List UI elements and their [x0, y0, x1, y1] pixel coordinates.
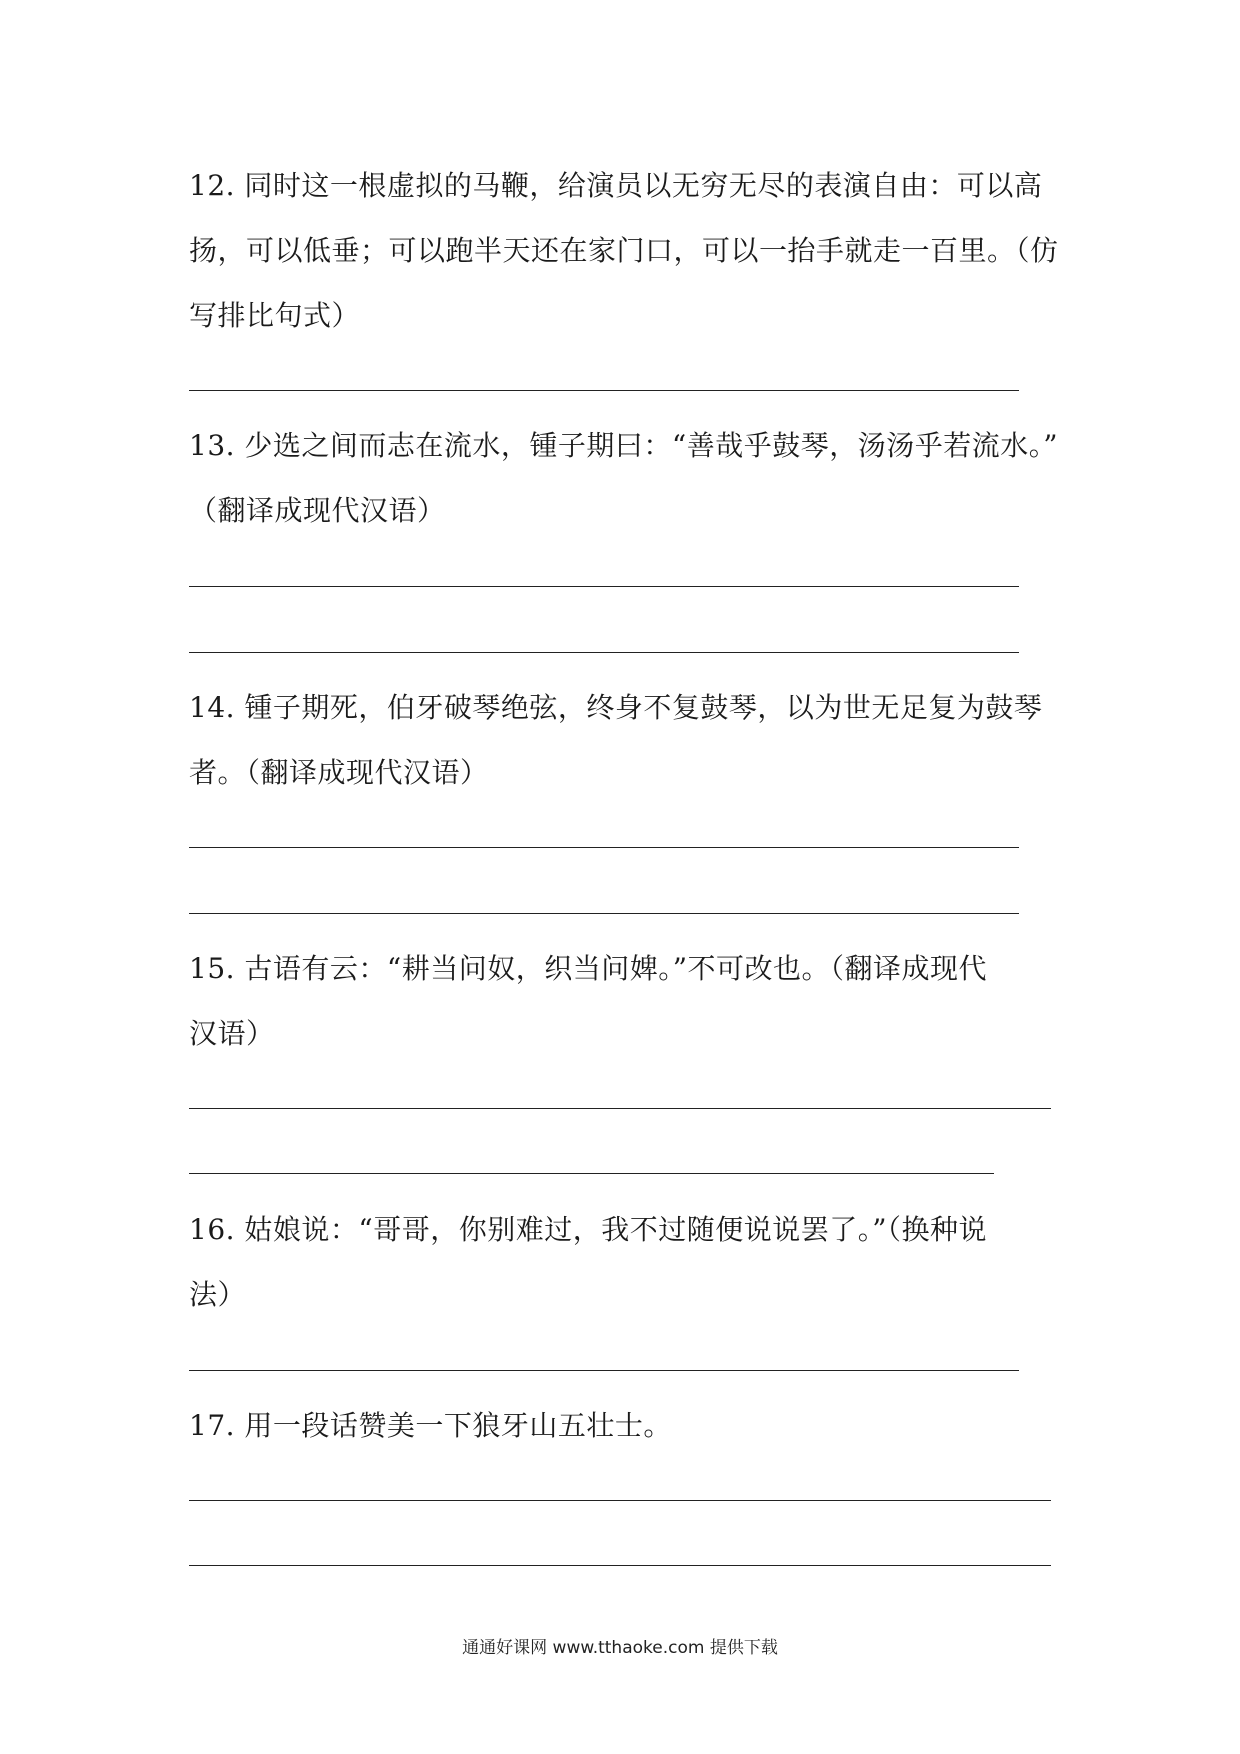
question-15-line-1: 15. 古语有云：“耕当问奴，织当问婢。”不可改也。（翻译成现代	[189, 952, 988, 985]
question-17-line-1: 17. 用一段话赞美一下狼牙山五壮士。	[189, 1409, 672, 1442]
answer-line-17-1[interactable]	[189, 1500, 1051, 1501]
question-14-line-1: 14. 锺子期死，伯牙破琴绝弦，终身不复鼓琴，以为世无足复为鼓琴	[189, 691, 1043, 724]
question-16-line-1: 16. 姑娘说：“哥哥，你别难过，我不过随便说说罢了。”（换种说	[189, 1213, 988, 1246]
answer-line-14-2[interactable]	[189, 913, 1019, 914]
question-16-line-2: 法）	[189, 1278, 247, 1311]
answer-line-13-1[interactable]	[189, 586, 1019, 587]
answer-line-15-2[interactable]	[189, 1173, 994, 1174]
answer-line-15-1[interactable]	[189, 1108, 1051, 1109]
answer-line-17-2[interactable]	[189, 1565, 1051, 1566]
question-12-line-2: 扬，可以低垂；可以跑半天还在家门口，可以一抬手就走一百里。（仿	[189, 234, 1059, 267]
answer-line-14-1[interactable]	[189, 847, 1019, 848]
question-15-line-2: 汉语）	[189, 1017, 275, 1050]
question-13-line-1: 13. 少选之间而志在流水，锺子期曰：“善哉乎鼓琴，汤汤乎若流水。”	[189, 429, 1059, 462]
answer-line-13-2[interactable]	[189, 652, 1019, 653]
question-14-line-2: 者。（翻译成现代汉语）	[189, 756, 489, 789]
answer-line-12-1[interactable]	[189, 390, 1019, 391]
question-12-line-1: 12. 同时这一根虚拟的马鞭，给演员以无穷无尽的表演自由：可以高	[189, 169, 1043, 202]
question-12-line-3: 写排比句式）	[189, 299, 361, 332]
answer-line-16-1[interactable]	[189, 1370, 1019, 1371]
footer-source-note: 通通好课网 www.tthaoke.com 提供下载	[462, 1638, 778, 1658]
question-13-line-2: （翻译成现代汉语）	[189, 494, 446, 527]
